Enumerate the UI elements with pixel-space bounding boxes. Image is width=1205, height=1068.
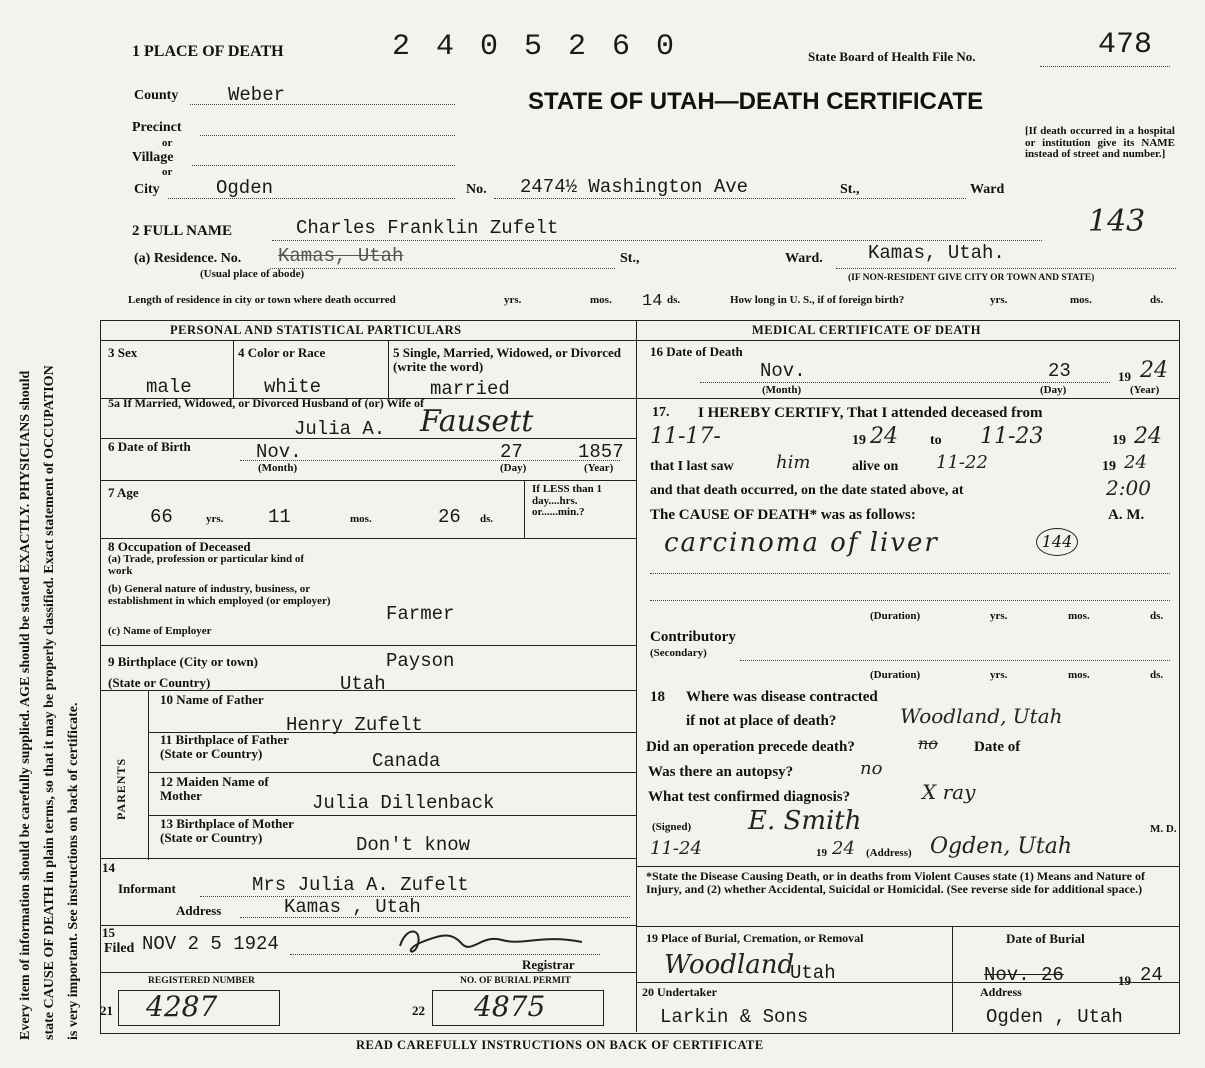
mother-birthplace: Don't know: [356, 834, 471, 856]
sidebar-line-3: is very important. See instructions on back of certificate.: [66, 702, 81, 1040]
age-days: 26: [438, 506, 461, 528]
dob-label: 6 Date of Birth: [108, 439, 191, 454]
contributory-label: Contributory: [650, 629, 736, 645]
residence-days-value: 14: [642, 292, 663, 311]
parents-label: PARENTS: [114, 757, 128, 820]
test-label: What test confirmed diagnosis?: [648, 789, 851, 805]
nonresident-note: (IF NON-RESIDENT GIVE CITY OR TOWN AND STATE): [848, 273, 1095, 283]
contracted-place: Woodland, Utah: [900, 704, 1063, 728]
if-not-label: if not at place of death?: [686, 713, 837, 729]
year-caption: (Year): [584, 462, 614, 474]
burial-year: 24: [1140, 964, 1163, 986]
test-value: X ray: [922, 780, 976, 804]
attended-from: 11-17-: [650, 424, 721, 449]
am-label: A. M.: [1108, 507, 1145, 523]
age-label: 7 Age: [108, 485, 139, 500]
undertaker-value: Larkin & Sons: [660, 1006, 809, 1028]
father-birthplace: Canada: [372, 750, 441, 772]
death-year: 24: [1140, 358, 1168, 383]
marital-label: 5 Single, Married, Widowed, or Divorced (write the word): [393, 345, 621, 374]
file-no-label: State Board of Health File No.: [808, 49, 976, 64]
footer-instructions: READ CAREFULLY INSTRUCTIONS ON BACK OF CERTIFICATE: [356, 1038, 764, 1052]
color-label: 4 Color or Race: [238, 345, 326, 360]
last-saw-value: him: [776, 452, 811, 473]
mother-value: Julia Dillenback: [312, 792, 495, 814]
county-label: County: [134, 88, 179, 103]
occupation-a: (a) Trade, profession or particular kind of work: [108, 553, 305, 577]
mother-birthplace-label: 13 Birthplace of Mother (State or Country): [160, 816, 294, 845]
hospital-note: [If death occurred in a hospital or institution give its NAME instead of street and number.]: [1025, 125, 1175, 161]
cause-value: carcinoma of liver: [664, 528, 939, 558]
duration-label: (Duration): [870, 610, 921, 622]
signed-address-label: (Address): [866, 847, 912, 859]
attended-from-year: 24: [870, 424, 898, 449]
residence-ward-value: Kamas, Utah.: [868, 242, 1005, 264]
burial-place-label: 19 Place of Burial, Cremation, or Removal: [646, 931, 864, 945]
color-value: white: [264, 376, 322, 398]
age-ds-label: ds.: [480, 513, 494, 525]
serial-number: 2 4 0 5 2 6 0: [392, 30, 679, 64]
sex-label: 3 Sex: [108, 345, 138, 360]
burial-place: Woodland: [664, 950, 795, 980]
filed-label: Filed: [104, 941, 135, 956]
age-years: 66: [150, 506, 173, 528]
father-birthplace-label: 11 Birthplace of Father (State or Country): [160, 732, 289, 761]
mother-label: 12 Maiden Name of Mother: [160, 774, 269, 803]
signed-date: 11-24: [650, 838, 702, 859]
father-value: Henry Zufelt: [286, 714, 423, 736]
last-saw-label: that I last saw: [650, 459, 734, 474]
cause-label: The CAUSE OF DEATH* was as follows:: [650, 507, 916, 523]
sex-value: male: [146, 376, 192, 398]
duration-ds-label: ds.: [1150, 669, 1164, 681]
spouse-handwritten: Fausett: [420, 404, 534, 439]
death-year-prefix: 19: [1118, 369, 1131, 384]
occupation-value: Farmer: [386, 603, 455, 625]
dob-month: Nov.: [256, 441, 302, 463]
signed-label: (Signed): [652, 821, 692, 833]
informant-address-label: Address: [176, 903, 222, 918]
spouse-value: Julia A.: [294, 418, 386, 440]
registered-number-label: REGISTERED NUMBER: [148, 976, 255, 986]
burial-permit-label: NO. OF BURIAL PERMIT: [460, 976, 572, 986]
month-caption: (Month): [258, 462, 298, 474]
burial-state: Utah: [790, 962, 836, 984]
cause-footnote: *State the Disease Causing Death, or in deaths from Violent Causes state (1) Means and Nature of Injury, and (2) whether Accidental, Suicidal or Homicidal. (See reverse side for additional space.): [646, 869, 1145, 896]
ds-label: ds.: [667, 294, 681, 306]
marital-value: married: [430, 378, 510, 400]
certify-number: 17.: [652, 405, 670, 420]
disease-contracted-number: 18: [650, 689, 665, 705]
undertaker-label: 20 Undertaker: [642, 985, 717, 999]
st-label: St.,: [840, 182, 860, 197]
personal-section-title: PERSONAL AND STATISTICAL PARTICULARS: [170, 323, 462, 337]
physician-signature: E. Smith: [748, 806, 862, 836]
foreign-birth-label: How long in U. S., if of foreign birth?: [730, 294, 905, 306]
ward-number: 143: [1088, 204, 1146, 239]
residence-label: (a) Residence. No.: [134, 251, 242, 266]
instructions-sidebar: [0, 0, 92, 1068]
registrar-signature: [392, 924, 592, 960]
mos-label: mos.: [590, 294, 612, 306]
duration-yrs-label: yrs.: [990, 610, 1008, 622]
mos-label: mos.: [1070, 294, 1092, 306]
autopsy-value: no: [860, 758, 883, 779]
attended-to: 11-23: [980, 424, 1044, 449]
precinct-label: Precinct: [132, 120, 182, 135]
yrs-label: yrs.: [990, 294, 1008, 306]
alive-on-label: alive on: [852, 459, 899, 474]
duration-ds-label: ds.: [1150, 610, 1164, 622]
duration-yrs-label: yrs.: [990, 669, 1008, 681]
date-of-death-label: 16 Date of Death: [650, 344, 743, 359]
informant-value: Mrs Julia A. Zufelt: [252, 874, 469, 896]
operation-label: Did an operation precede death?: [646, 739, 855, 755]
age-yrs-label: yrs.: [206, 513, 224, 525]
registered-number: 4287: [146, 990, 218, 1023]
day-caption: (Day): [500, 462, 527, 474]
filed-date: NOV 2 5 1924: [142, 933, 279, 955]
ward-label: Ward: [970, 182, 1005, 197]
file-no: 478: [1098, 28, 1153, 62]
birthplace-label: 9 Birthplace (City or town): [108, 654, 258, 669]
county-value: Weber: [228, 84, 286, 106]
date-of-burial-label: Date of Burial: [1006, 931, 1085, 946]
death-month-caption: (Month): [762, 384, 802, 396]
alive-year: 24: [1124, 452, 1147, 473]
dob-day: 27: [500, 441, 523, 463]
age-mos-label: mos.: [350, 513, 372, 525]
death-day: 23: [1048, 360, 1071, 382]
secondary-label: (Secondary): [650, 647, 707, 659]
city-value: Ogden: [216, 177, 274, 199]
death-day-caption: (Day): [1040, 384, 1067, 396]
duration-label: (Duration): [870, 669, 921, 681]
certificate-title: STATE OF UTAH—DEATH CERTIFICATE: [528, 88, 984, 115]
signed-year: 24: [832, 838, 855, 859]
father-label: 10 Name of Father: [160, 692, 264, 707]
filed-number: 15: [102, 925, 115, 940]
death-time: 2:00: [1106, 476, 1151, 500]
residence-st-label: St.,: [620, 251, 640, 266]
signed-address: Ogden, Utah: [930, 834, 1073, 859]
death-occurred-label: and that death occurred, on the date stated above, at: [650, 483, 964, 498]
residence-struck: Kamas, Utah: [278, 245, 404, 267]
occupation-label: 8 Occupation of Deceased: [108, 539, 251, 554]
village-label: Village: [132, 150, 174, 165]
street-value: 2474½ Washington Ave: [520, 176, 749, 198]
sidebar-line-2: state CAUSE OF DEATH in plain terms, so that it may be properly classified. Exact statement of OCCUPATION: [42, 365, 57, 1040]
burial-date: Nov. 26: [984, 964, 1064, 986]
full-name-value: Charles Franklin Zufelt: [296, 217, 559, 239]
informant-label: Informant: [118, 881, 176, 896]
birthplace-city: Payson: [386, 650, 455, 672]
undertaker-address: Ogden , Utah: [986, 1006, 1123, 1028]
usual-place-label: (Usual place of abode): [200, 268, 305, 280]
city-label: City: [134, 182, 160, 197]
dob-year: 1857: [578, 441, 624, 463]
date-of-label: Date of: [974, 739, 1021, 755]
or-label: or: [162, 166, 173, 178]
occupation-b: (b) General nature of industry, business, or establishment in which employed (or employer): [108, 583, 331, 607]
attended-to-year: 24: [1134, 424, 1162, 449]
field-22-label: 22: [412, 1003, 425, 1018]
death-month: Nov.: [760, 360, 806, 382]
medical-section-title: MEDICAL CERTIFICATE OF DEATH: [752, 323, 981, 337]
or-label: or: [162, 137, 173, 149]
duration-mos-label: mos.: [1068, 669, 1090, 681]
cause-code: 144: [1036, 528, 1078, 556]
occupation-c: (c) Name of Employer: [108, 625, 212, 637]
sidebar-line-1: Every item of information should be carefully supplied. AGE should be stated EXACTLY. PHYSICIANS should: [18, 370, 33, 1040]
residence-ward-label: Ward.: [785, 251, 823, 266]
no-label: No.: [466, 182, 487, 197]
duration-mos-label: mos.: [1068, 610, 1090, 622]
state-country-label: (State or Country): [108, 675, 211, 690]
burial-permit-number: 4875: [474, 990, 546, 1023]
md-label: M. D.: [1150, 823, 1177, 835]
full-name-label: 2 FULL NAME: [132, 223, 233, 239]
death-year-caption: (Year): [1130, 384, 1160, 396]
yrs-label: yrs.: [504, 294, 522, 306]
age-months: 11: [268, 506, 291, 528]
length-residence-label: Length of residence in city or town where death occurred: [128, 294, 396, 306]
informant-address: Kamas , Utah: [284, 896, 421, 918]
place-of-death-label: 1 PLACE OF DEATH: [132, 43, 284, 60]
to-label: to: [930, 433, 942, 448]
certify-text: I HEREBY CERTIFY, That I attended deceased from: [698, 405, 1043, 421]
less-than-day: If LESS than 1 day....hrs. or......min.?: [532, 483, 603, 519]
spouse-label: 5a If Married, Widowed, or Divorced Husband of (or) Wife of: [108, 396, 424, 410]
ds-label: ds.: [1150, 294, 1164, 306]
undertaker-address-label: Address: [980, 985, 1022, 999]
registrar-label: Registrar: [522, 957, 575, 972]
informant-number: 14: [102, 860, 115, 875]
field-21-label: 21: [100, 1003, 113, 1018]
autopsy-label: Was there an autopsy?: [648, 764, 794, 780]
operation-value: no: [918, 734, 938, 753]
birthplace-state: Utah: [340, 673, 386, 695]
disease-contracted-label: Where was disease contracted: [686, 689, 878, 705]
alive-date: 11-22: [936, 452, 988, 473]
